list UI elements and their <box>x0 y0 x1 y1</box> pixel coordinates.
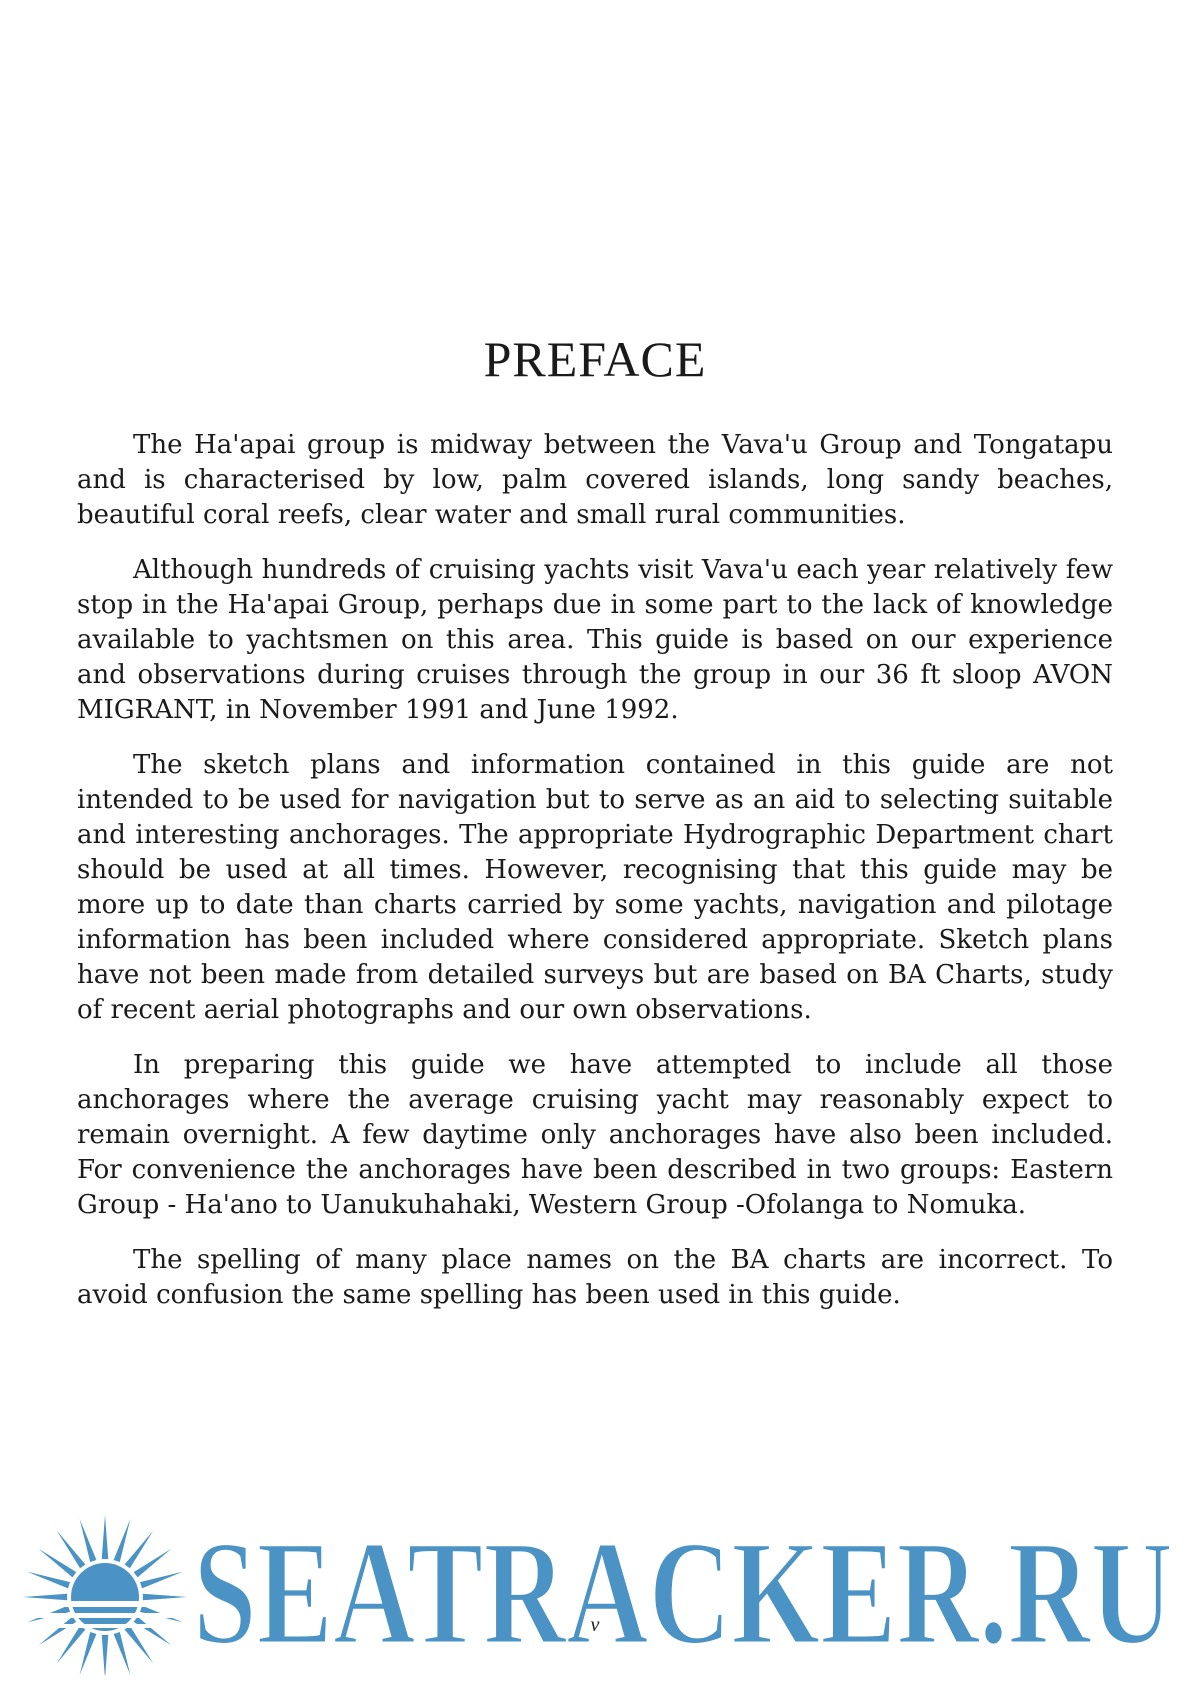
paragraph: The sketch plans and information contained in this guide are not intended to be used for navigation but to serve as an aid to selecting suitable and interesting anchorages. The appropriate Hydrographic Department chart should be used at all times. However, recognising that this guide may be more up to date than charts carried by some yachts, navigation and pilotage information has been included where considered appropriate. Sketch plans have not been made from detailed surveys but are based on BA Charts, study of recent aerial photographs and our own observations. <box>77 750 1113 1025</box>
watermark <box>0 1505 1190 1684</box>
page-title: PREFACE <box>483 331 707 387</box>
paragraph: Although hundreds of cruising yachts visit Vava'u each year relatively few stop in the Ha'apai Group, perhaps due in some part to the lack of knowledge available to yachtsmen on this area. This guide is based on our experience and observations during cruises through the group in our 36 ft sloop AVON MIGRANT, in November 1991 and June 1992. <box>77 555 1113 725</box>
paragraph: The spelling of many place names on the BA charts are incorrect. To avoid confusion the same spelling has been used in this guide. <box>77 1245 1113 1310</box>
watermark-text <box>188 1525 1178 1665</box>
preface-body <box>77 428 1113 1333</box>
paragraph: In preparing this guide we have attempted to include all those anchorages where the average cruising yacht may reasonably expect to remain overnight. A few daytime only anchorages have also been included. For convenience the anchorages have been described in two groups: Eastern Group - Ha'ano to Uanukuhahaki, Western Group -Ofolanga to Nomuka. <box>77 1050 1113 1220</box>
svg-text:SEATRACKER.RU: SEATRACKER.RU <box>193 1525 1173 1665</box>
svg-text:SEATRACKER.RU: SEATRACKER.RU <box>193 1525 1173 1665</box>
paragraph: The Ha'apai group is midway between the Vava'u Group and Tongatapu and is characterised by low, palm covered islands, long sandy beaches, beautiful coral reefs, clear water and small rural communities. <box>77 430 1113 530</box>
sun-icon <box>20 1505 190 1675</box>
page-number: v <box>590 1614 600 1636</box>
